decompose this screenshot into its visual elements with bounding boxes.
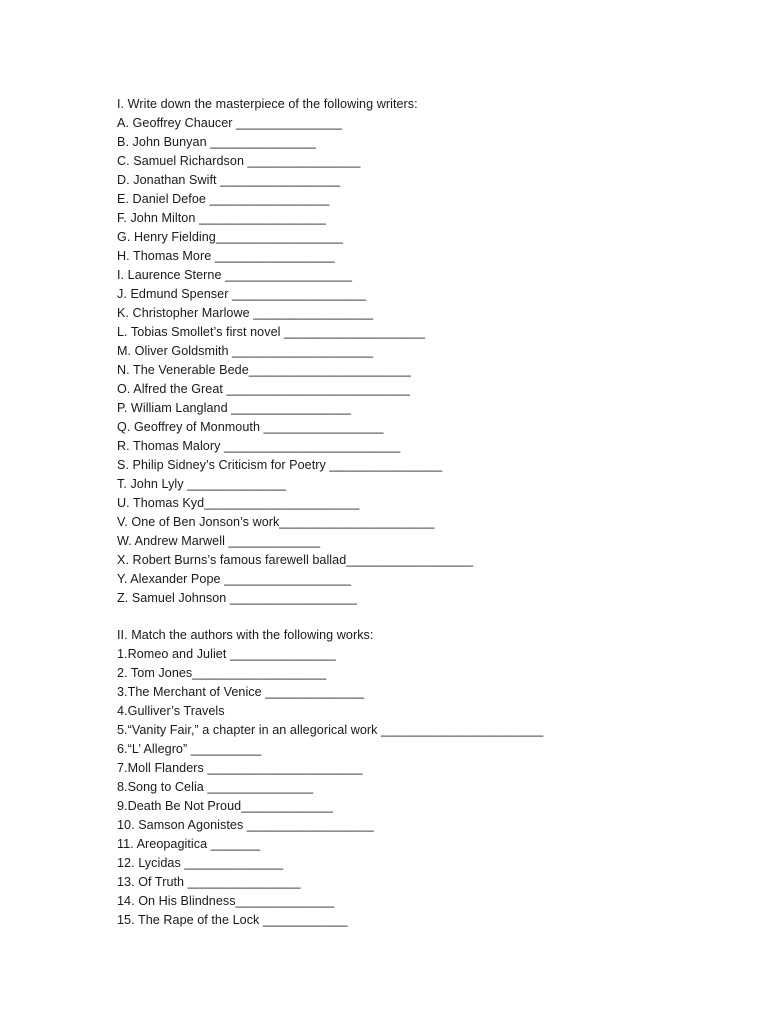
section-1-list bbox=[117, 114, 737, 608]
question-item: 3.The Merchant of Venice ______________ bbox=[117, 685, 365, 699]
question-item: R. Thomas Malory _________________________ bbox=[117, 439, 401, 453]
worksheet bbox=[117, 95, 737, 930]
question-item: 12. Lycidas ______________ bbox=[117, 856, 284, 870]
question-item: I. Laurence Sterne __________________ bbox=[117, 268, 353, 282]
question-item: 7.Moll Flanders ______________________ bbox=[117, 761, 363, 775]
question-item: O. Alfred the Great __________________________ bbox=[117, 382, 410, 396]
question-item: D. Jonathan Swift _________________ bbox=[117, 173, 341, 187]
question-item: 6.“L’ Allegro” __________ bbox=[117, 742, 262, 756]
question-item: P. William Langland _________________ bbox=[117, 401, 352, 415]
question-item: C. Samuel Richardson ________________ bbox=[117, 154, 361, 168]
question-item: 2. Tom Jones___________________ bbox=[117, 666, 327, 680]
question-item: K. Christopher Marlowe _________________ bbox=[117, 306, 374, 320]
section-2-list bbox=[117, 645, 737, 930]
question-item: 5.“Vanity Fair,” a chapter in an allegorical work _______________________ bbox=[117, 723, 544, 737]
question-item: 8.Song to Celia _______________ bbox=[117, 780, 314, 794]
question-item: Y. Alexander Pope __________________ bbox=[117, 572, 352, 586]
question-item: 9.Death Be Not Proud_____________ bbox=[117, 799, 333, 813]
question-item: Q. Geoffrey of Monmouth _________________ bbox=[117, 420, 384, 434]
question-item: M. Oliver Goldsmith ____________________ bbox=[117, 344, 374, 358]
question-item: 11. Areopagitica _______ bbox=[117, 837, 261, 851]
section-1-heading: I. Write down the masterpiece of the following writers: bbox=[117, 97, 418, 111]
section-spacer bbox=[117, 608, 737, 626]
question-item: Z. Samuel Johnson __________________ bbox=[117, 591, 357, 605]
question-item: W. Andrew Marwell _____________ bbox=[117, 534, 321, 548]
question-item: 13. Of Truth ________________ bbox=[117, 875, 301, 889]
question-item: B. John Bunyan _______________ bbox=[117, 135, 316, 149]
question-item: F. John Milton __________________ bbox=[117, 211, 326, 225]
question-item: X. Robert Burns’s famous farewell ballad__________________ bbox=[117, 553, 474, 567]
question-item: V. One of Ben Jonson’s work______________________ bbox=[117, 515, 435, 529]
question-item: J. Edmund Spenser ___________________ bbox=[117, 287, 367, 301]
question-item: E. Daniel Defoe _________________ bbox=[117, 192, 330, 206]
question-item: 1.Romeo and Juliet _______________ bbox=[117, 647, 336, 661]
question-item: G. Henry Fielding__________________ bbox=[117, 230, 343, 244]
question-item: H. Thomas More _________________ bbox=[117, 249, 335, 263]
question-item: 10. Samson Agonistes __________________ bbox=[117, 818, 374, 832]
question-item: U. Thomas Kyd______________________ bbox=[117, 496, 360, 510]
question-item: N. The Venerable Bede_______________________ bbox=[117, 363, 411, 377]
question-item: A. Geoffrey Chaucer _______________ bbox=[117, 116, 342, 130]
question-item: S. Philip Sidney’s Criticism for Poetry ________________ bbox=[117, 458, 443, 472]
section-2-heading: II. Match the authors with the following works: bbox=[117, 628, 374, 642]
question-item: 14. On His Blindness______________ bbox=[117, 894, 335, 908]
question-item: L. Tobias Smollet’s first novel ____________________ bbox=[117, 325, 426, 339]
question-item: 15. The Rape of the Lock ____________ bbox=[117, 913, 348, 927]
question-item: 4.Gulliver’s Travels bbox=[117, 704, 225, 718]
question-item: T. John Lyly ______________ bbox=[117, 477, 286, 491]
